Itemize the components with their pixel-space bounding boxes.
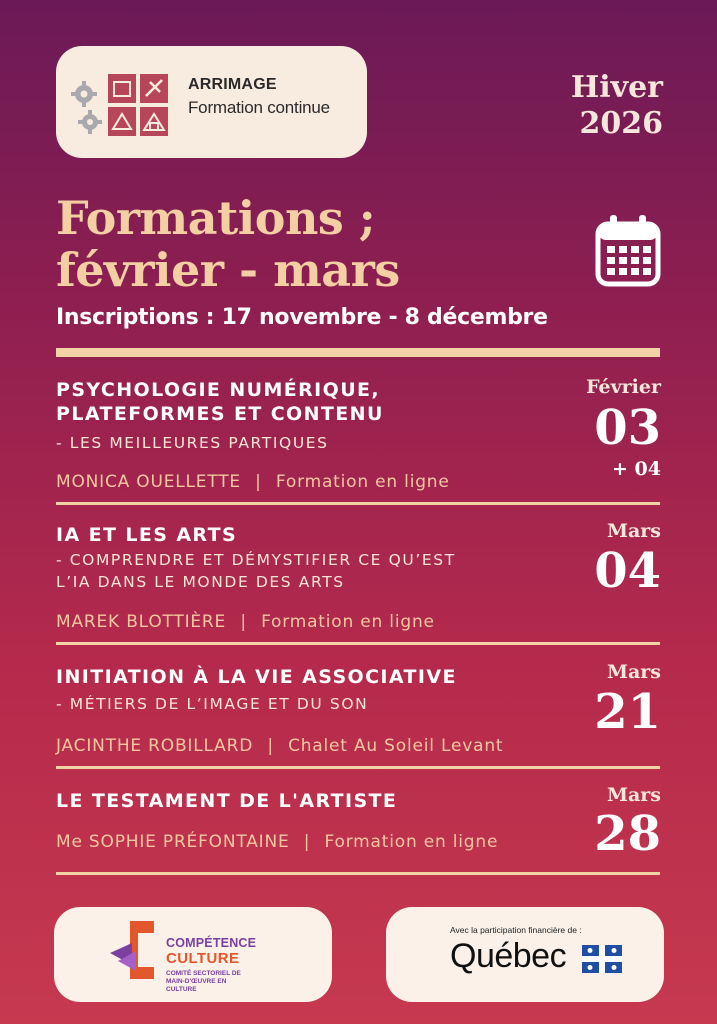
course-1-extra-day: + 04 [612,458,661,480]
competence-description: COMITÉ SECTORIEL DE MAIN-D'ŒUVRE EN CULTURE [166,970,241,993]
course-4-title: LE TESTAMENT DE L'ARTISTE [56,790,398,812]
course-location: Formation en ligne [324,832,499,852]
season-name: Hiver [570,70,663,105]
meta-separator: | [240,612,247,632]
registration-dates: Inscriptions : 17 novembre - 8 décembre [56,305,548,330]
competence-culture-logo [108,917,158,983]
course-1-day: 03 [594,400,661,456]
course-4-month: Mars [606,784,661,806]
course-divider [56,642,660,645]
calendar-icon [595,214,661,288]
course-4-day: 28 [594,806,661,862]
footer-divider [56,872,660,875]
course-location: Chalet Au Soleil Levant [288,736,504,756]
course-3-month: Mars [606,661,661,683]
course-title-line: PLATEFORMES ET CONTENU [56,403,384,425]
course-4-meta [56,832,498,852]
competence-culture-card [54,907,332,1002]
course-title-line: PSYCHOLOGIE NUMÉRIQUE, [56,379,381,401]
course-3-subtitle: - MÉTIERS DE L’IMAGE ET DU SON [56,695,369,713]
course-subtitle-line: - COMPRENDRE ET DÉMYSTIFIER CE QU’EST [56,551,456,569]
meta-separator: | [303,832,311,852]
course-3-title: INITIATION À LA VIE ASSOCIATIVE [56,666,457,688]
quebec-flag-icon [582,945,622,973]
culture-label: CULTURE [166,950,240,967]
title-line-1: Formations ; [56,191,376,245]
meta-separator: | [255,472,262,492]
course-subtitle-line: L’IA DANS LE MONDE DES ARTS [56,573,345,591]
course-instructor: Me SOPHIE PRÉFONTAINE [56,832,290,852]
course-2-title: IA ET LES ARTS [56,524,238,546]
course-location: Formation en ligne [261,612,435,632]
course-instructor: JACINTHE ROBILLARD [56,736,254,756]
gear-icon [70,76,104,136]
course-instructor: MAREK BLOTTIÈRE [56,612,227,632]
course-2-subtitle [56,549,456,593]
course-2-month: Mars [606,520,661,542]
course-1-meta [56,472,450,492]
season-year: 2026 [579,106,663,141]
season-label [571,70,663,142]
header-divider [56,348,660,357]
course-2-meta [56,612,435,632]
course-divider [56,766,660,769]
competence-label: COMPÉTENCE [166,936,257,950]
course-3-meta [56,736,503,756]
course-divider [56,502,660,505]
funding-note: Avec la participation financière de : [450,925,582,935]
course-location: Formation en ligne [275,472,450,492]
page-title [56,192,400,296]
quebec-wordmark: Québec [450,937,567,975]
course-1-subtitle: - LES MEILLEURES PARTIQUES [56,434,329,452]
logo-name: ARRIMAGE [188,76,277,93]
title-line-2: février - mars [56,243,400,297]
course-3-day: 21 [594,684,661,740]
course-2-day: 04 [594,543,661,599]
meta-separator: | [267,736,274,756]
arts-tiles-icon [108,74,168,136]
course-1-month: Février [586,376,661,398]
course-1-title [56,378,384,426]
quebec-card [386,907,664,1002]
course-instructor: MONICA OUELLETTE [56,472,241,492]
arrimage-logo-card [56,46,367,158]
logo-tagline: Formation continue [188,98,330,117]
